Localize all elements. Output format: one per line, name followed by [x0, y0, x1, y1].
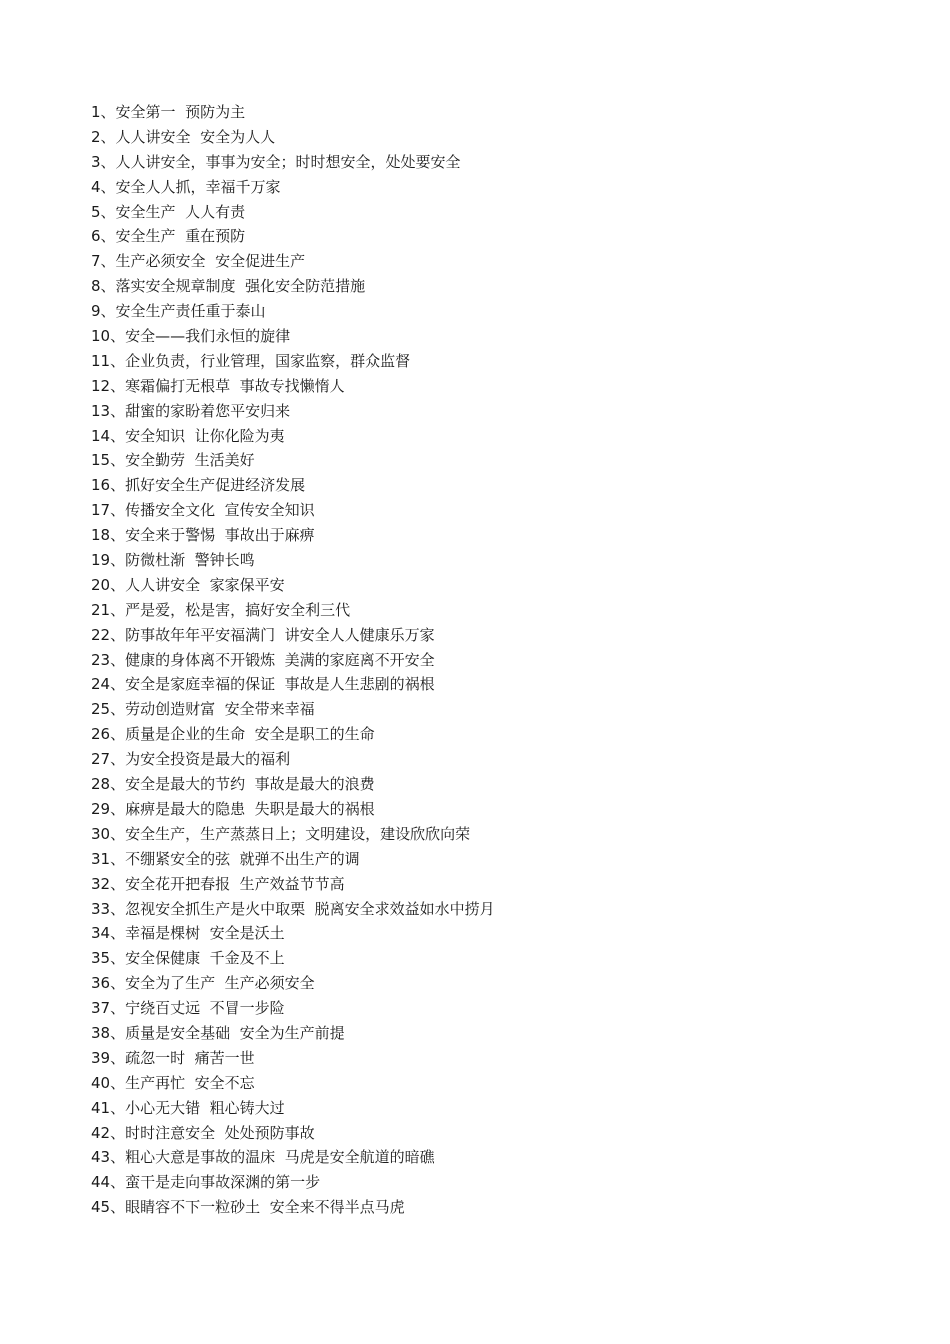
slogan-line: 14、安全知识 让你化险为夷 [91, 426, 285, 445]
slogan-line: 25、劳动创造财富 安全带来幸福 [91, 700, 315, 719]
slogan-line: 8、落实安全规章制度 强化安全防范措施 [91, 277, 366, 296]
slogan-line: 27、为安全投资是最大的福利 [91, 750, 291, 769]
slogan-line: 34、幸福是棵树 安全是沃土 [91, 924, 285, 943]
slogan-line: 43、粗心大意是事故的温床 马虎是安全航道的暗礁 [91, 1148, 435, 1167]
slogan-line: 9、安全生产责任重于泰山 [91, 302, 266, 321]
slogan-line: 24、安全是家庭幸福的保证 事故是人生悲剧的祸根 [91, 675, 435, 694]
slogan-line: 32、安全花开把春报 生产效益节节高 [91, 874, 345, 893]
slogan-line: 16、抓好安全生产促进经济发展 [91, 476, 306, 495]
slogan-line: 3、人人讲安全，事事为安全；时时想安全，处处要安全 [91, 152, 461, 171]
slogan-line: 4、安全人人抓，幸福千万家 [91, 177, 281, 196]
slogan-line: 7、生产必须安全 安全促进生产 [91, 252, 306, 271]
slogan-line: 11、企业负责，行业管理，国家监察，群众监督 [91, 351, 411, 370]
slogan-line: 18、安全来于警惕 事故出于麻痹 [91, 526, 315, 545]
slogan-line: 31、不绷紧安全的弦 就弹不出生产的调 [91, 849, 360, 868]
slogan-line: 45、眼睛容不下一粒砂土 安全来不得半点马虎 [91, 1198, 405, 1217]
slogan-line: 44、蛮干是走向事故深渊的第一步 [91, 1173, 321, 1192]
slogan-line: 10、安全——我们永恒的旋律 [91, 327, 291, 346]
slogan-line: 30、安全生产，生产蒸蒸日上；文明建设，建设欣欣向荣 [91, 824, 471, 843]
slogan-line: 22、防事故年年平安福满门 讲安全人人健康乐万家 [91, 625, 435, 644]
slogan-line: 23、健康的身体离不开锻炼 美满的家庭离不开安全 [91, 650, 435, 669]
slogan-line: 19、防微杜渐 警钟长鸣 [91, 551, 255, 570]
slogan-line: 21、严是爱，松是害，搞好安全利三代 [91, 600, 351, 619]
slogan-line: 42、时时注意安全 处处预防事故 [91, 1123, 315, 1142]
slogan-line: 36、安全为了生产 生产必须安全 [91, 974, 315, 993]
slogan-line: 40、生产再忙 安全不忘 [91, 1073, 255, 1092]
slogan-line: 41、小心无大错 粗心铸大过 [91, 1098, 285, 1117]
slogan-list [91, 100, 495, 1220]
slogan-line: 33、忽视安全抓生产是火中取栗 脱离安全求效益如水中捞月 [91, 899, 495, 918]
slogan-line: 13、甜蜜的家盼着您平安归来 [91, 401, 291, 420]
slogan-line: 17、传播安全文化 宣传安全知识 [91, 501, 315, 520]
slogan-line: 6、安全生产 重在预防 [91, 227, 246, 246]
slogan-line: 38、质量是安全基础 安全为生产前提 [91, 1023, 345, 1042]
slogan-line: 39、疏忽一时 痛苦一世 [91, 1048, 255, 1067]
slogan-line: 1、安全第一 预防为主 [91, 103, 246, 121]
slogan-line: 29、麻痹是最大的隐患 失职是最大的祸根 [91, 799, 375, 818]
slogan-line: 35、安全保健康 千金及不上 [91, 949, 285, 968]
slogan-line: 26、质量是企业的生命 安全是职工的生命 [91, 725, 375, 744]
slogan-line: 20、人人讲安全 家家保平安 [91, 575, 285, 594]
slogan-line: 37、宁绕百丈远 不冒一步险 [91, 999, 285, 1018]
slogan-line: 12、寒霜偏打无根草 事故专找懒惰人 [91, 376, 345, 395]
slogan-line: 2、人人讲安全 安全为人人 [91, 127, 276, 146]
slogan-line: 28、安全是最大的节约 事故是最大的浪费 [91, 775, 375, 794]
slogan-line: 15、安全勤劳 生活美好 [91, 451, 255, 470]
slogan-line: 5、安全生产 人人有责 [91, 202, 246, 221]
